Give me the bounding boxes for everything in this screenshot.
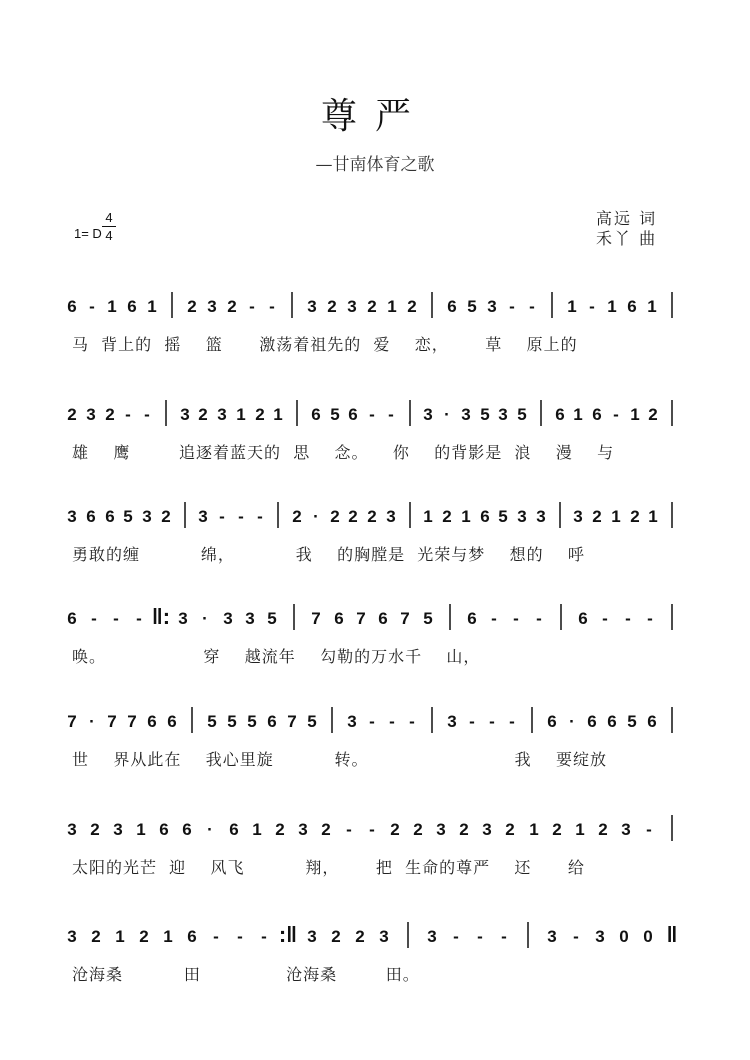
note: -	[144, 405, 150, 424]
note: 3	[67, 507, 77, 526]
note: 2	[648, 405, 658, 424]
note: 2	[442, 507, 452, 526]
note: 3	[347, 712, 357, 731]
note: -	[589, 297, 595, 316]
note: 3	[347, 297, 357, 316]
note: 6	[627, 297, 637, 316]
song-subtitle: —甘南体育之歌	[315, 155, 435, 175]
note: 3	[447, 712, 457, 731]
note: 2	[630, 507, 640, 526]
note: -	[237, 927, 243, 946]
note: 6	[587, 712, 597, 731]
note: 3	[142, 507, 152, 526]
lyric-row: 雄 鹰 追逐着蓝天的 思 念。 你 的背影是 浪 漫 与	[72, 443, 615, 462]
note: 3	[621, 820, 631, 839]
note: 1	[136, 820, 146, 839]
note: ·	[444, 405, 450, 424]
note: -	[89, 297, 95, 316]
note: 5	[498, 507, 508, 526]
note: 7	[107, 712, 117, 731]
note: ·	[207, 820, 213, 839]
note: -	[602, 609, 608, 628]
note: -	[477, 927, 483, 946]
note: 3	[573, 507, 583, 526]
time-signature	[102, 210, 116, 243]
repeat-sign: :‖	[278, 922, 298, 947]
note: -	[469, 712, 475, 731]
note: 6	[147, 712, 157, 731]
notation-marks	[67, 500, 682, 540]
composer-credit: 禾丫 曲	[596, 229, 658, 248]
note: 1	[611, 507, 621, 526]
note: 3	[517, 507, 527, 526]
note: 2	[505, 820, 515, 839]
note: 3	[217, 405, 227, 424]
note: 2	[321, 820, 331, 839]
lyricist-credit: 高远 词	[596, 209, 658, 228]
notation-row	[67, 398, 682, 438]
note: 3	[427, 927, 437, 946]
note: 1	[575, 820, 585, 839]
note: 2	[227, 297, 237, 316]
note: 5	[627, 712, 637, 731]
note: 5	[517, 405, 527, 424]
note: -	[529, 297, 535, 316]
note: 3	[487, 297, 497, 316]
note: 6	[127, 297, 137, 316]
note: 2	[255, 405, 265, 424]
note: -	[489, 712, 495, 731]
note: -	[269, 297, 275, 316]
note: -	[249, 297, 255, 316]
lyric-row: 世 界从此在 我心里旋 转。 我 要绽放	[72, 750, 607, 769]
repeat-sign: ‖	[666, 922, 678, 947]
note: 2	[598, 820, 608, 839]
score-line-2	[0, 398, 750, 478]
note: -	[409, 712, 415, 731]
notation-marks	[67, 705, 682, 745]
note: 6	[467, 609, 477, 628]
notation-marks	[67, 602, 682, 642]
note: 6	[187, 927, 197, 946]
note: 6	[547, 712, 557, 731]
lyric-row: 太阳的光芒 迎 风飞 翔， 把 生命的尊严 还 给	[72, 858, 585, 877]
note: 6	[480, 507, 490, 526]
note: 6	[334, 609, 344, 628]
note: 3	[86, 405, 96, 424]
note: 1	[273, 405, 283, 424]
note: 6	[578, 609, 588, 628]
note: -	[613, 405, 619, 424]
note: 3	[245, 609, 255, 628]
note: 1	[648, 507, 658, 526]
note: -	[369, 712, 375, 731]
note: 6	[311, 405, 321, 424]
note: -	[647, 609, 653, 628]
notation-row	[67, 290, 682, 330]
note: 6	[67, 297, 77, 316]
note: -	[369, 405, 375, 424]
note: 1	[115, 927, 125, 946]
note: 6	[182, 820, 192, 839]
note: 2	[198, 405, 208, 424]
note: 6	[167, 712, 177, 731]
note: 3	[307, 297, 317, 316]
note: 7	[356, 609, 366, 628]
note: -	[219, 507, 225, 526]
note: -	[369, 820, 375, 839]
note: -	[389, 712, 395, 731]
note: 1	[236, 405, 246, 424]
note: -	[136, 609, 142, 628]
note: 1	[163, 927, 173, 946]
note: 1	[107, 297, 117, 316]
note: 5	[247, 712, 257, 731]
note: 1	[607, 297, 617, 316]
note: 5	[267, 609, 277, 628]
note: 2	[275, 820, 285, 839]
note: 6	[159, 820, 169, 839]
lyric-row: 马 背上的 摇 篮 激荡着祖先的 爱 恋， 草 原上的	[72, 335, 578, 354]
note: 6	[378, 609, 388, 628]
note: ·	[202, 609, 208, 628]
note: 3	[595, 927, 605, 946]
note: 2	[330, 507, 340, 526]
note: -	[213, 927, 219, 946]
note: 2	[292, 507, 302, 526]
note: -	[625, 609, 631, 628]
lyric-row: 勇敢的缠 绵， 我 的胸膛是 光荣与梦 想的 呼	[72, 545, 585, 564]
note: 2	[459, 820, 469, 839]
key-signature: 1= D	[74, 226, 102, 241]
note: 1	[461, 507, 471, 526]
score-line-1	[0, 290, 750, 370]
score-line-7	[0, 920, 750, 1000]
note: 2	[105, 405, 115, 424]
note: 5	[227, 712, 237, 731]
note: 3	[423, 405, 433, 424]
note: 2	[348, 507, 358, 526]
note: 6	[607, 712, 617, 731]
note: 7	[400, 609, 410, 628]
notation-marks	[67, 920, 682, 960]
note: 6	[67, 609, 77, 628]
note: -	[646, 820, 652, 839]
note: 2	[367, 297, 377, 316]
note: -	[125, 405, 131, 424]
note: -	[261, 927, 267, 946]
note: 0	[619, 927, 629, 946]
note: -	[501, 927, 507, 946]
note: 3	[207, 297, 217, 316]
note: ·	[89, 712, 95, 731]
note: 6	[447, 297, 457, 316]
note: 0	[643, 927, 653, 946]
note: 1	[423, 507, 433, 526]
note: 2	[367, 507, 377, 526]
note: -	[513, 609, 519, 628]
note: 7	[127, 712, 137, 731]
note: ·	[313, 507, 319, 526]
note: 6	[267, 712, 277, 731]
note: 1	[567, 297, 577, 316]
note: 1	[647, 297, 657, 316]
notation-marks	[67, 290, 682, 330]
note: 5	[123, 507, 133, 526]
lyric-row: 沧海桑 田 沧海桑 田。	[72, 965, 420, 984]
note: 6	[105, 507, 115, 526]
note: 3	[113, 820, 123, 839]
note: 3	[178, 609, 188, 628]
note: 3	[298, 820, 308, 839]
note: 5	[467, 297, 477, 316]
score-line-5	[0, 705, 750, 785]
note: 5	[480, 405, 490, 424]
score-line-3	[0, 500, 750, 580]
note: 3	[307, 927, 317, 946]
note: 6	[229, 820, 239, 839]
note: 5	[330, 405, 340, 424]
time-signature-bottom: 4	[105, 228, 113, 243]
note: 3	[198, 507, 208, 526]
note: 1	[529, 820, 539, 839]
note: -	[113, 609, 119, 628]
note: -	[257, 507, 263, 526]
note: 3	[536, 507, 546, 526]
note: 1	[147, 297, 157, 316]
note: 3	[436, 820, 446, 839]
note: -	[573, 927, 579, 946]
note: 2	[91, 927, 101, 946]
note: 5	[207, 712, 217, 731]
note: 3	[482, 820, 492, 839]
note: 2	[187, 297, 197, 316]
note: 7	[311, 609, 321, 628]
note: -	[346, 820, 352, 839]
notation-row	[67, 705, 682, 745]
note: -	[536, 609, 542, 628]
note: 2	[67, 405, 77, 424]
note: 5	[423, 609, 433, 628]
note: 2	[327, 297, 337, 316]
note: 2	[552, 820, 562, 839]
notation-row	[67, 920, 682, 960]
note: 3	[461, 405, 471, 424]
note: 2	[139, 927, 149, 946]
time-signature-top: 4	[105, 210, 113, 225]
note: 1	[387, 297, 397, 316]
note: 7	[287, 712, 297, 731]
note: 2	[355, 927, 365, 946]
note: 2	[413, 820, 423, 839]
note: 2	[331, 927, 341, 946]
note: ·	[569, 712, 575, 731]
notation-marks	[67, 813, 682, 853]
note: -	[453, 927, 459, 946]
note: 6	[555, 405, 565, 424]
note: 3	[379, 927, 389, 946]
note: 1	[630, 405, 640, 424]
time-signature-divider	[102, 226, 116, 227]
note: 2	[161, 507, 171, 526]
score-line-6	[0, 813, 750, 893]
score-line-4	[0, 602, 750, 682]
note: 3	[67, 820, 77, 839]
lyric-row: 唤。 穿 越流年 勾勒的万水千 山，	[72, 647, 481, 666]
note: -	[91, 609, 97, 628]
notation-row	[67, 500, 682, 540]
note: 6	[86, 507, 96, 526]
note: 3	[386, 507, 396, 526]
note: 3	[67, 927, 77, 946]
note: -	[509, 297, 515, 316]
note: 2	[390, 820, 400, 839]
notation-row	[67, 602, 682, 642]
notation-marks	[67, 398, 682, 438]
note: 3	[180, 405, 190, 424]
note: 3	[498, 405, 508, 424]
note: 7	[67, 712, 77, 731]
note: -	[238, 507, 244, 526]
note: 1	[252, 820, 262, 839]
note: 2	[592, 507, 602, 526]
note: 6	[592, 405, 602, 424]
song-title: 尊严	[320, 96, 429, 137]
note: 2	[407, 297, 417, 316]
note: -	[509, 712, 515, 731]
note: 1	[573, 405, 583, 424]
note: 3	[223, 609, 233, 628]
note: 5	[307, 712, 317, 731]
note: 6	[647, 712, 657, 731]
note: 6	[348, 405, 358, 424]
note: -	[491, 609, 497, 628]
note: -	[388, 405, 394, 424]
repeat-sign: ‖:	[151, 604, 171, 629]
note: 2	[90, 820, 100, 839]
note: 3	[547, 927, 557, 946]
notation-row	[67, 813, 682, 853]
